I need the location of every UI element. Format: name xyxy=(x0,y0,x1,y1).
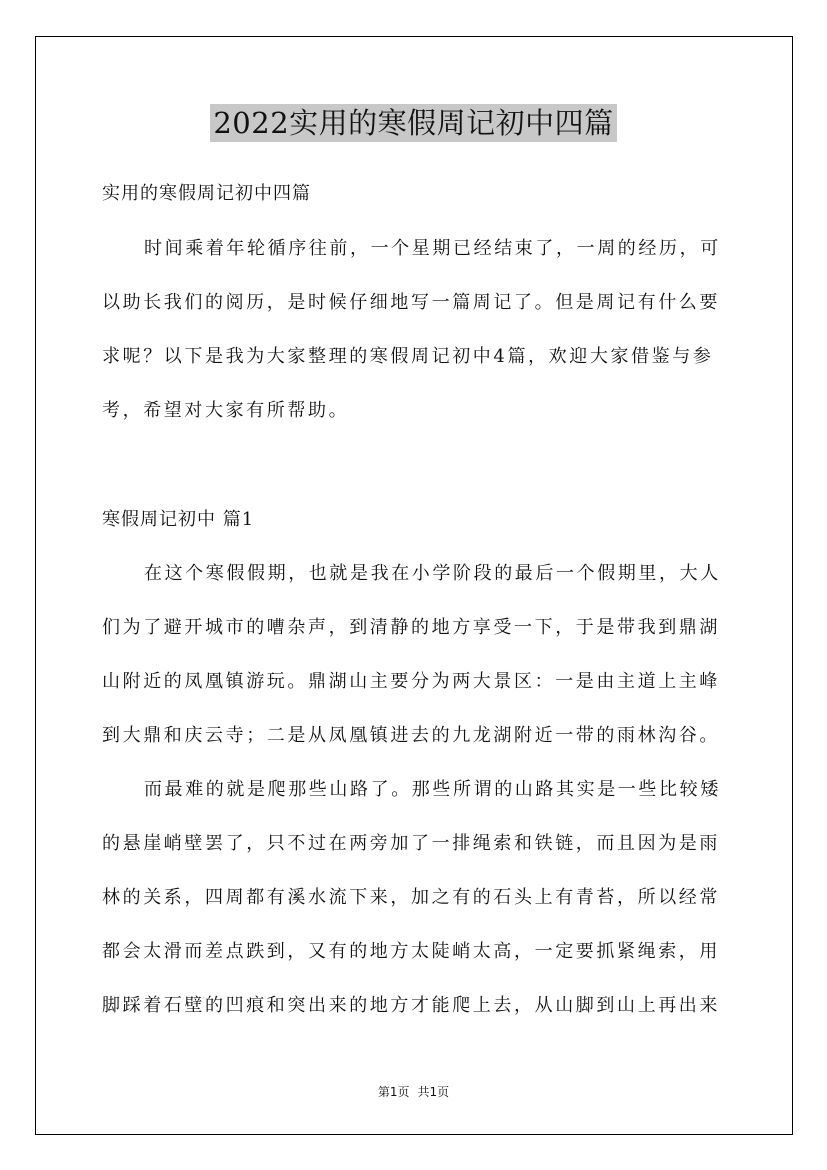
document-title: 2022实用的寒假周记初中四篇 xyxy=(210,104,616,142)
document-subtitle: 实用的寒假周记初中四篇 xyxy=(102,183,311,204)
page-number-total: 共1页 xyxy=(417,1085,450,1099)
intro-line-1: 时间乘着年轮循序往前，一个星期已经结束了，一周的经历，可 xyxy=(144,238,721,259)
para1-line-3: 山附近的凤凰镇游玩。鼎湖山主要分为两大景区：一是由主道上主峰 xyxy=(102,671,720,692)
section-heading: 寒假周记初中 篇1 xyxy=(102,509,255,530)
para1-line-2: 们为了避开城市的嘈杂声，到清静的地方享受一下，于是带我到鼎湖 xyxy=(102,617,720,638)
page-footer xyxy=(0,1084,827,1100)
para2-line-4: 都会太滑而差点跌到，又有的地方太陡峭太高，一定要抓紧绳索，用 xyxy=(102,941,720,962)
para2-line-5: 脚踩着石壁的凹痕和突出来的地方才能爬上去，从山脚到山上再出来 xyxy=(102,995,720,1016)
page-number-current: 第1页 xyxy=(377,1085,410,1099)
para2-line-2: 的悬崖峭壁罢了，只不过在两旁加了一排绳索和铁链，而且因为是雨 xyxy=(102,833,720,854)
para2-line-1: 而最难的就是爬那些山路了。那些所谓的山路其实是一些比较矮 xyxy=(144,779,721,800)
para1-line-4: 到大鼎和庆云寺；二是从凤凰镇进去的九龙湖附近一带的雨林沟谷。 xyxy=(102,725,720,746)
para2-line-3: 林的关系，四周都有溪水流下来，加之有的石头上有青苔，所以经常 xyxy=(102,887,720,908)
title-container xyxy=(0,104,827,142)
intro-line-2: 以助长我们的阅历，是时候仔细地写一篇周记了。但是周记有什么要 xyxy=(102,292,720,313)
intro-line-3: 求呢？以下是我为大家整理的寒假周记初中4篇，欢迎大家借鉴与参 xyxy=(102,346,714,367)
para1-line-1: 在这个寒假假期，也就是我在小学阶段的最后一个假期里，大人 xyxy=(144,563,721,584)
intro-line-4: 考，希望对大家有所帮助。 xyxy=(102,400,350,421)
